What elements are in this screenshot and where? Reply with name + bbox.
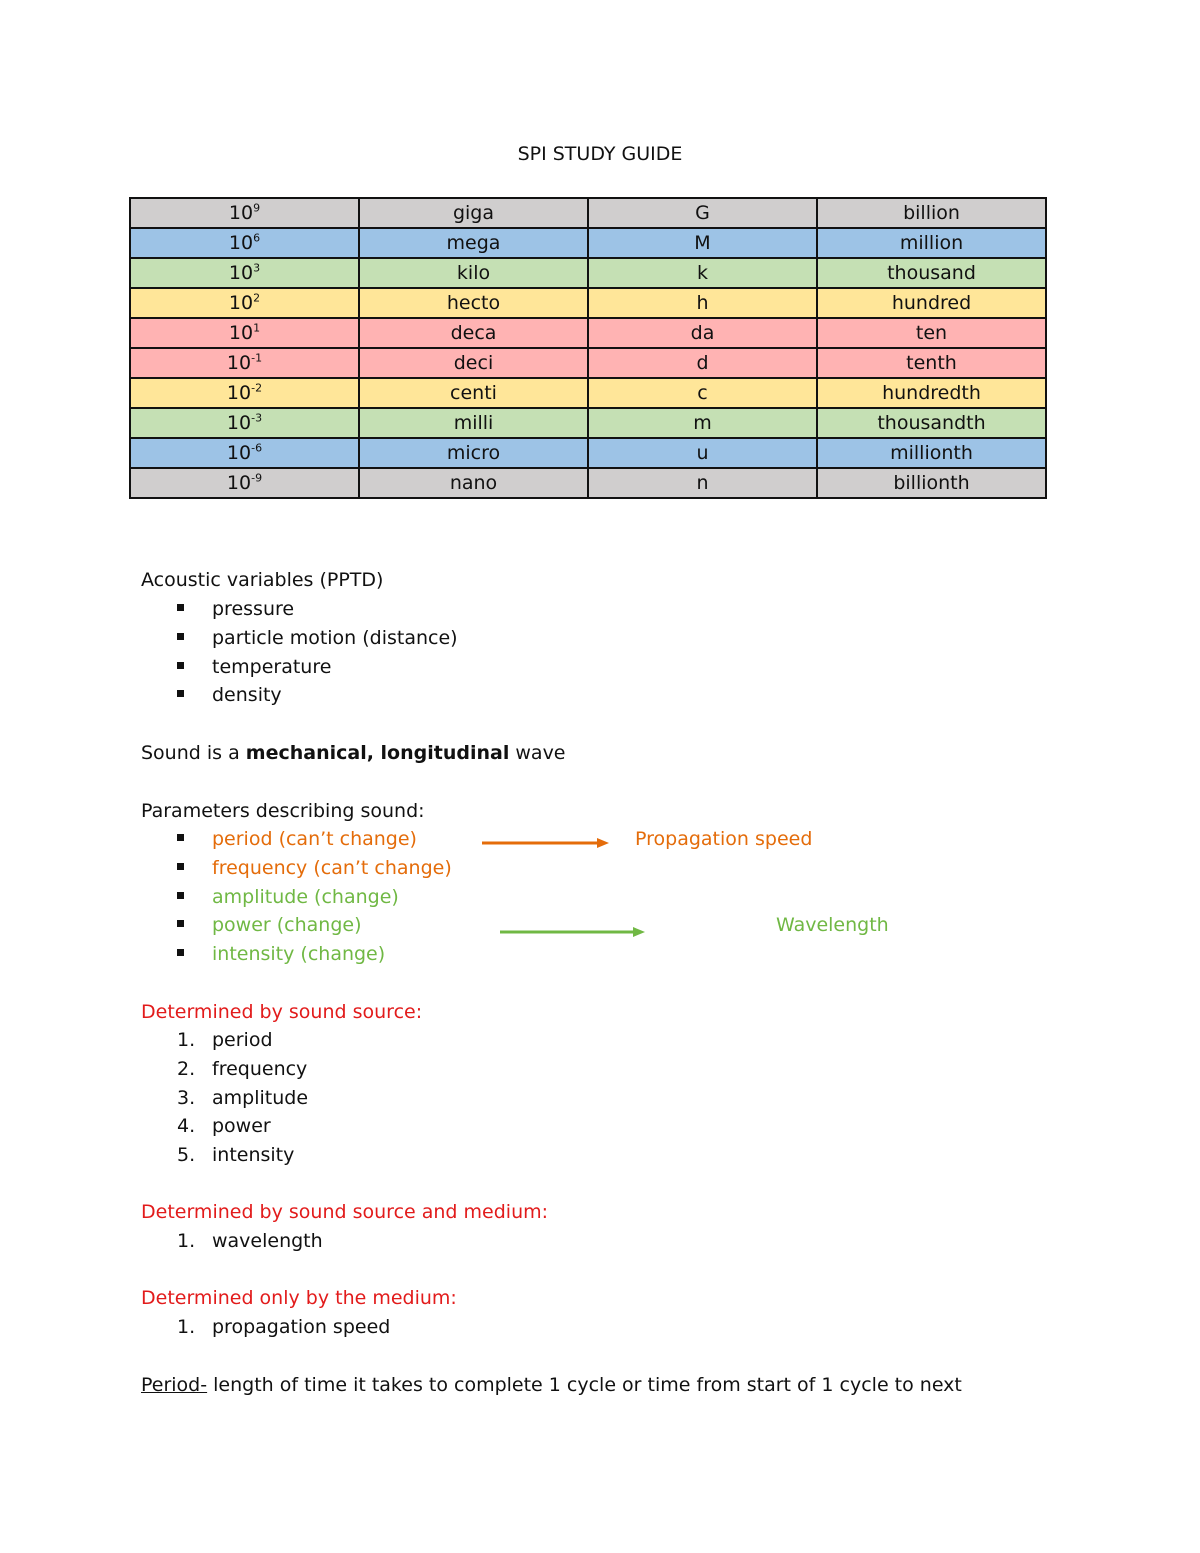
list-item: 1. propagation speed (177, 1316, 391, 1338)
acoustic-heading: Acoustic variables (PPTD) (141, 569, 384, 591)
power-cell: $10^{-2}$ (130, 378, 359, 408)
word-cell: tenth (817, 348, 1046, 378)
word-cell: million (817, 228, 1046, 258)
word-cell: hundred (817, 288, 1046, 318)
symbol-cell: d (588, 348, 817, 378)
table-row (130, 348, 1046, 378)
prefix-cell: hecto (359, 288, 588, 318)
prefix-cell: milli (359, 408, 588, 438)
list-item: temperature (177, 656, 331, 678)
table-row (130, 228, 1046, 258)
source-medium-heading: Determined by sound source and medium: (141, 1201, 549, 1223)
table-row (130, 438, 1046, 468)
prefix-cell: deci (359, 348, 588, 378)
list-item: pressure (177, 598, 294, 620)
list-item: intensity (change) (177, 943, 385, 965)
power-cell: $10^{-3}$ (130, 408, 359, 438)
word-cell: hundredth (817, 378, 1046, 408)
list-item: 1. wavelength (177, 1230, 323, 1252)
power-cell: $10^3$ (130, 258, 359, 288)
prefix-cell: centi (359, 378, 588, 408)
list-item: amplitude (change) (177, 886, 399, 908)
parameters-heading: Parameters describing sound: (141, 800, 425, 822)
power-cell: $10^{-9}$ (130, 468, 359, 498)
table-row (130, 378, 1046, 408)
table-row (130, 288, 1046, 318)
list-item: density (177, 684, 282, 706)
symbol-cell: u (588, 438, 817, 468)
symbol-cell: M (588, 228, 817, 258)
power-cell: $10^1$ (130, 318, 359, 348)
sound-sentence: Sound is a mechanical, longitudinal wave (141, 742, 566, 764)
bullet-icon (177, 662, 184, 669)
prefix-cell: giga (359, 198, 588, 228)
green-arrow-icon (498, 924, 648, 940)
wavelength-label: Wavelength (776, 914, 889, 936)
bullet-icon (177, 604, 184, 611)
symbol-cell: h (588, 288, 817, 318)
prefix-cell: micro (359, 438, 588, 468)
prefix-cell: deca (359, 318, 588, 348)
power-cell: $10^{-1}$ (130, 348, 359, 378)
prefix-cell: kilo (359, 258, 588, 288)
power-cell: $10^{-6}$ (130, 438, 359, 468)
bullet-icon (177, 920, 184, 927)
list-item: power (change) (177, 914, 362, 936)
word-cell: billionth (817, 468, 1046, 498)
table-row (130, 468, 1046, 498)
list-item: particle motion (distance) (177, 627, 458, 649)
symbol-cell: m (588, 408, 817, 438)
bullet-icon (177, 690, 184, 697)
word-cell: ten (817, 318, 1046, 348)
table-row (130, 318, 1046, 348)
page-title: SPI STUDY GUIDE (517, 143, 683, 165)
symbol-cell: da (588, 318, 817, 348)
propagation-speed-label: Propagation speed (635, 828, 813, 850)
list-item: 5. intensity (177, 1144, 295, 1166)
list-item: 4. power (177, 1115, 271, 1137)
bullet-icon (177, 863, 184, 870)
word-cell: thousand (817, 258, 1046, 288)
symbol-cell: n (588, 468, 817, 498)
bullet-icon (177, 892, 184, 899)
list-item: 3. amplitude (177, 1087, 309, 1109)
word-cell: thousandth (817, 408, 1046, 438)
list-item: frequency (can’t change) (177, 857, 452, 879)
prefix-cell: nano (359, 468, 588, 498)
table-row (130, 198, 1046, 228)
word-cell: millionth (817, 438, 1046, 468)
list-item: 2. frequency (177, 1058, 308, 1080)
table-row (130, 258, 1046, 288)
table-row (130, 408, 1046, 438)
power-cell: $10^9$ (130, 198, 359, 228)
list-item: period (can’t change) (177, 828, 417, 850)
list-item: 1. period (177, 1029, 273, 1051)
period-definition: Period- length of time it takes to complete 1 cycle or time from start of 1 cycle to next (141, 1374, 962, 1396)
orange-arrow-icon (480, 835, 612, 851)
medium-heading: Determined only by the medium: (141, 1287, 457, 1309)
bullet-icon (177, 834, 184, 841)
symbol-cell: G (588, 198, 817, 228)
word-cell: billion (817, 198, 1046, 228)
metric-prefix-table (129, 197, 1047, 499)
source-heading: Determined by sound source: (141, 1001, 423, 1023)
bullet-icon (177, 633, 184, 640)
power-cell: $10^2$ (130, 288, 359, 318)
symbol-cell: k (588, 258, 817, 288)
symbol-cell: c (588, 378, 817, 408)
prefix-cell: mega (359, 228, 588, 258)
power-cell: $10^6$ (130, 228, 359, 258)
bullet-icon (177, 949, 184, 956)
